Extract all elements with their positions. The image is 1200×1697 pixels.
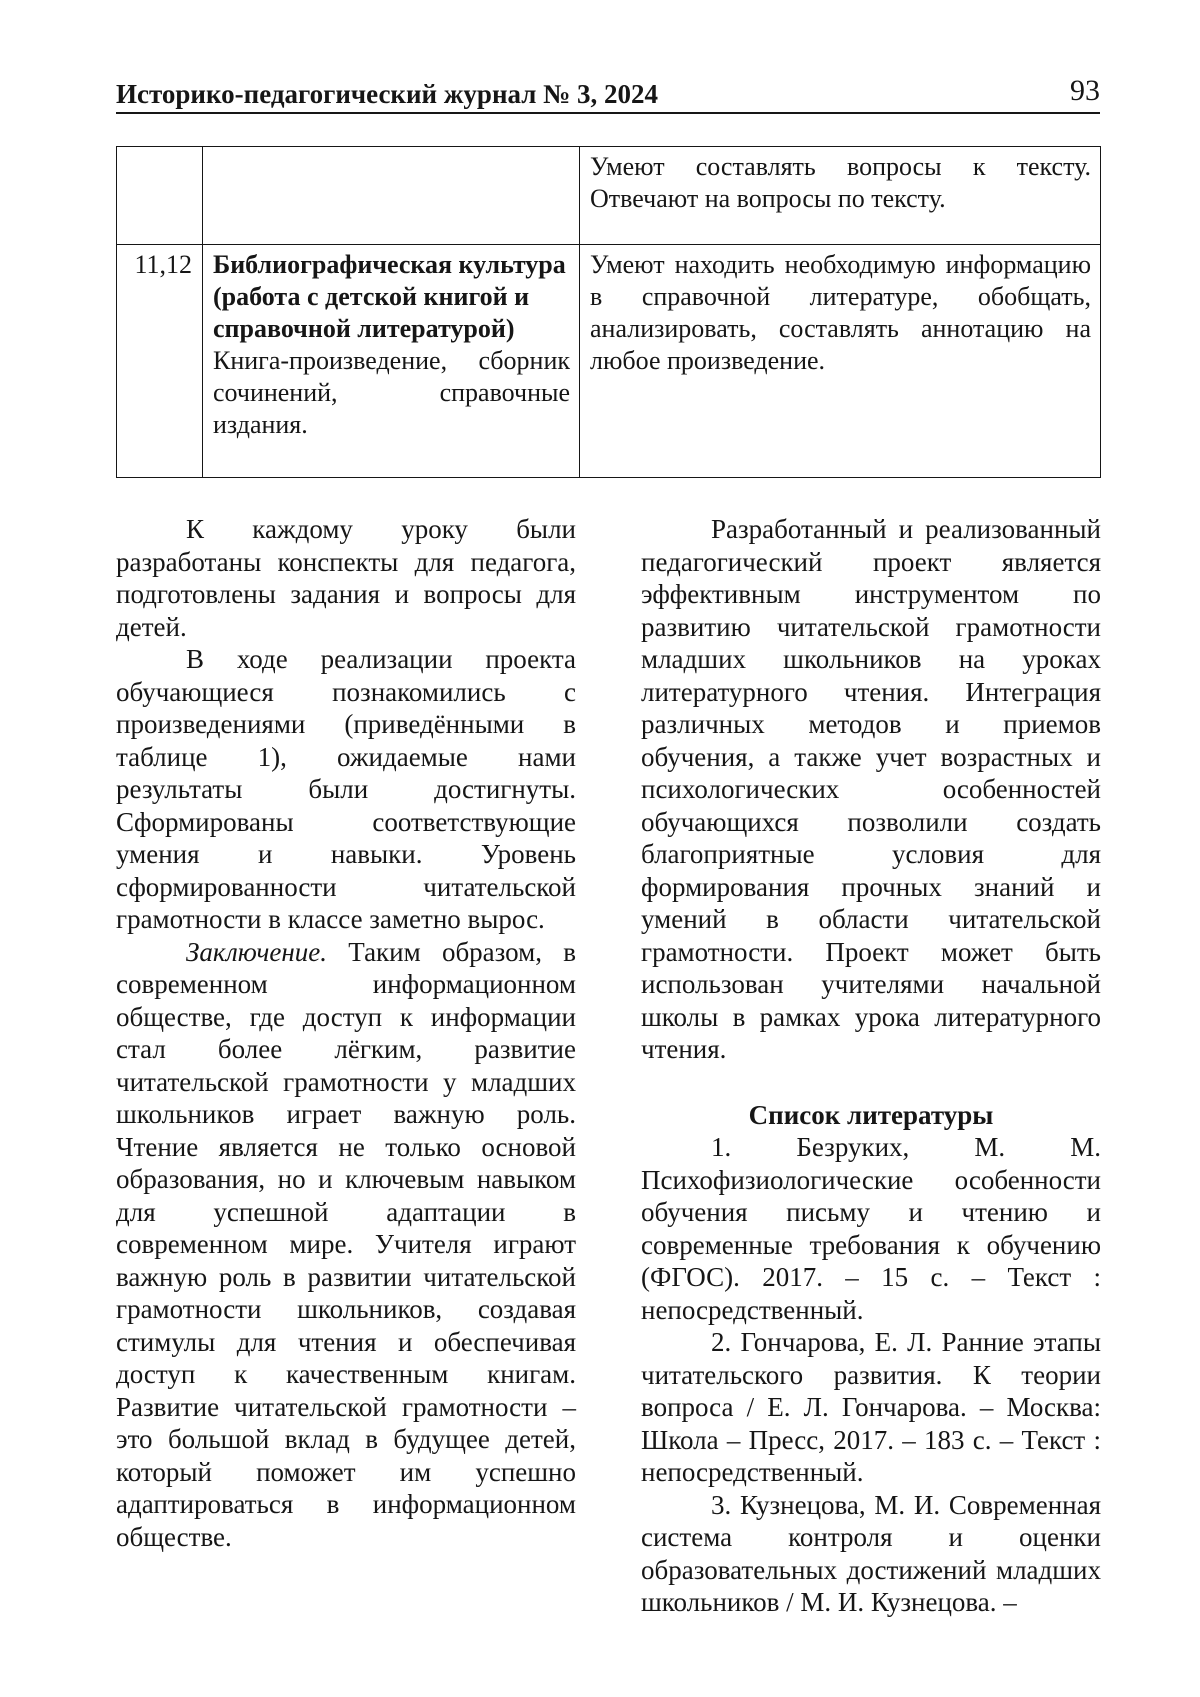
reference-item: 1. Безруких, М. М. Психофизиологические особенности обучения письму и чтению и современные требования к обучению (ФГОС). 2017. – 15 с. – Текст : непосредственный. (641, 1132, 1101, 1325)
journal-title: Историко-педагогический журнал № 3, 2024 (116, 79, 659, 109)
reference-item: 2. Гончарова, Е. Л. Ранние этапы читательского развития. К теории вопроса / Е. Л. Гончарова. – Москва: Школа – Пресс, 2017. – 183 с. – Текст : непосредственный. (641, 1327, 1101, 1487)
table-row (117, 245, 1101, 478)
references-heading: Список литературы (748, 1099, 994, 1130)
lesson-number-cell: 11,12 (117, 245, 203, 478)
expected-result-cell (580, 147, 1101, 245)
left-text-column (116, 513, 576, 1553)
conclusion-paragraph (116, 936, 576, 1554)
expected-result-text: Умеют находить необходимую информацию в справочной литературе, обобщать, анализировать, составлять аннотацию на любое произведение. (590, 250, 1091, 375)
expected-result-text: Умеют составлять вопросы к тексту. Отвечают на вопросы по тексту. (590, 152, 1091, 213)
reference-item: 3. Кузнецова, М. И. Современная система контроля и оценки образовательных достижений младших школьников / М. И. Кузнецова. – (641, 1489, 1101, 1617)
conclusion-text: Таким образом, в современном информационном обществе, где доступ к информации стал более лёгким, развитие читательской грамотности у младших школьников играет важную роль. Чтение является не только основой образования, но и ключевым навыком для успешной адаптации в современном мире. Учителя играют важную роль в развитии читательской грамотности школьников, создавая стимулы для чтения и обеспечивая доступ к качественным книгам. Развитие читательской грамотности – это большой вклад в будущее детей, который поможет им успешно адаптироваться в информационном обществе. (116, 936, 576, 1552)
journal-page (116, 0, 1100, 1697)
lesson-number-cell (117, 147, 203, 245)
lesson-topic-cell (203, 245, 580, 478)
lesson-topic-title: Библиографическая культура (работа с детской книгой и справочной литературой) (213, 250, 566, 343)
lesson-topic-content: Книга-произведение, сборник сочинений, справочные издания. (213, 346, 570, 439)
expected-result-cell (580, 245, 1101, 478)
table-row (117, 147, 1101, 245)
paragraph: Разработанный и реализованный педагогический проект является эффективным инструментом по развитию читательской грамотности младших школьников на уроках литературного чтения. Интеграция различных методов и приемов обучения, а также учет возрастных и психологических особенностей обучающихся позволили создать благоприятные условия для формирования прочных знаний и умений в области читательской грамотности. Проект может быть использован учителями начальной школы в рамках урока литературного чтения. (641, 514, 1101, 1064)
paragraph: В ходе реализации проекта обучающиеся познакомились с произведениями (приведёнными в таблице 1), ожидаемые нами результаты были достигнуты. Сформированы соответствующие умения и навыки. Уровень сформированности читательской грамотности в классе заметно вырос. (116, 644, 576, 934)
page-number: 93 (1070, 74, 1100, 107)
conclusion-label: Заключение. (186, 936, 327, 967)
page-header (116, 72, 1100, 114)
results-table (116, 146, 1101, 478)
paragraph: К каждому уроку были разработаны конспекты для педагога, подготовлены задания и вопросы для детей. (116, 514, 576, 642)
right-text-column (641, 513, 1101, 1619)
lesson-topic-cell (203, 147, 580, 245)
